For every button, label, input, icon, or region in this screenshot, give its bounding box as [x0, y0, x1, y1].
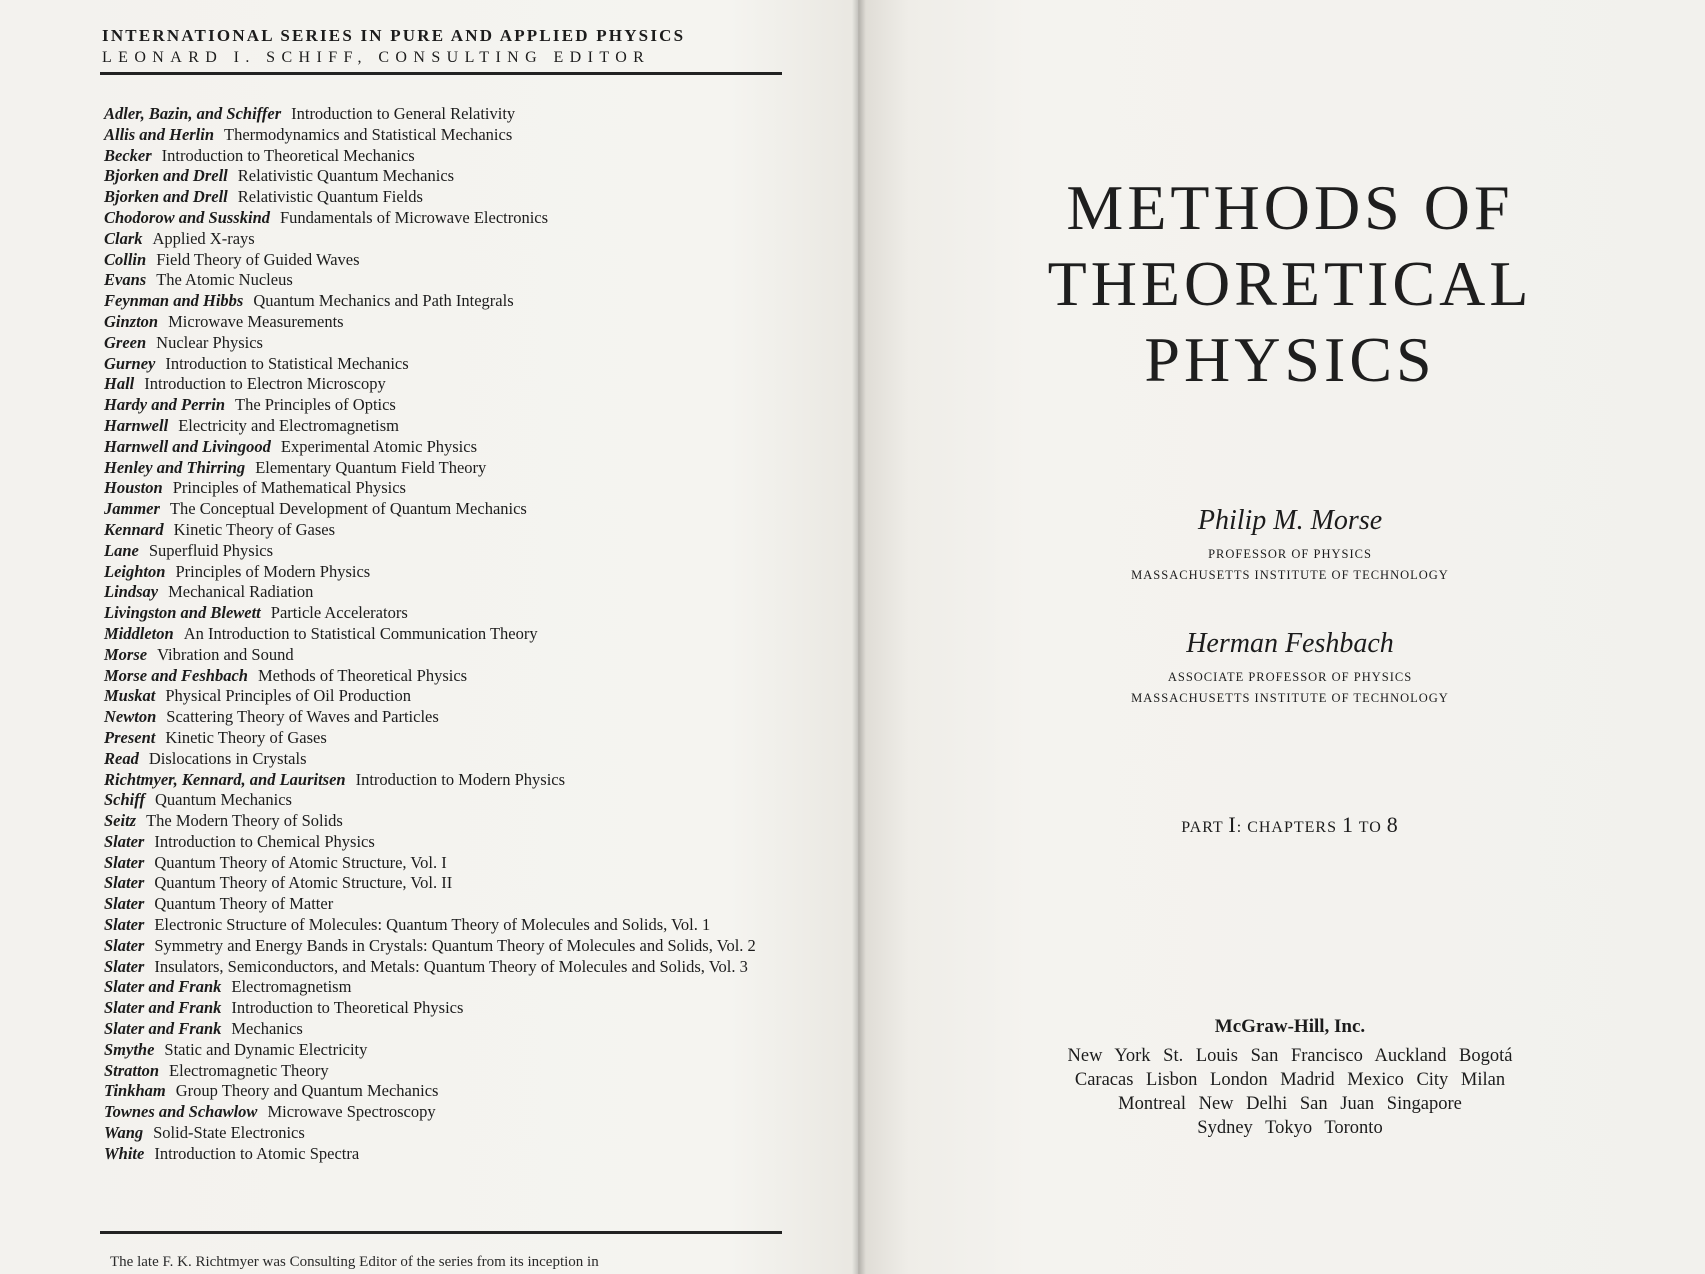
- book-author: Ginzton: [104, 311, 159, 331]
- book-entry: [104, 603, 784, 624]
- book-author: Smythe: [104, 1039, 155, 1059]
- book-entry: [104, 1102, 784, 1123]
- book-entry: [104, 437, 784, 458]
- book-author: Slater: [104, 831, 145, 851]
- book-entry: [104, 478, 784, 499]
- book-title-entry: Elementary Quantum Field Theory: [255, 457, 487, 477]
- book-entry: [104, 770, 784, 791]
- book-author: Harnwell and Livingood: [104, 436, 271, 456]
- book-title-entry: Quantum Theory of Matter: [154, 894, 334, 914]
- book-entry: [104, 208, 784, 229]
- book-title-entry: Nuclear Physics: [156, 332, 263, 352]
- book-author: Richtmyer, Kennard, and Lauritsen: [104, 769, 346, 789]
- book-entry: [104, 1123, 784, 1144]
- title-line-1: METHODS OF: [1066, 172, 1514, 243]
- part-to-word: TO: [1358, 819, 1382, 836]
- book-author: Gurney: [104, 353, 156, 373]
- book-title-entry: Experimental Atomic Physics: [280, 436, 477, 456]
- book-entry: [104, 374, 784, 395]
- top-rule: [100, 72, 782, 75]
- book-entry: [104, 728, 784, 749]
- book-author: Morse: [104, 644, 148, 664]
- book-author: Collin: [104, 249, 147, 269]
- book-title-entry: Symmetry and Energy Bands in Crystals: Quantum Theory of Molecules and Solids, Vol. 2: [154, 935, 756, 955]
- book-entry: [104, 645, 784, 666]
- author-name: Philip M. Morse: [1197, 505, 1383, 536]
- book-entry: [104, 1061, 784, 1082]
- book-title-entry: Introduction to Theoretical Physics: [231, 998, 464, 1018]
- part-prefix: PART: [1181, 819, 1224, 836]
- part-number: I: [1228, 812, 1237, 837]
- book-entry: [104, 1081, 784, 1102]
- title-line-2: THEORETICAL: [1047, 248, 1533, 319]
- book-author: Slater: [104, 915, 145, 935]
- book-entry: [104, 1019, 784, 1040]
- book-author: Slater and Frank: [104, 998, 222, 1018]
- book-author: Henley and Thirring: [104, 457, 246, 477]
- book-title-entry: Fundamentals of Microwave Electronics: [280, 207, 549, 227]
- publisher-cities: [1000, 1044, 1580, 1140]
- book-author: Read: [104, 748, 139, 768]
- book-author: White: [104, 1143, 145, 1163]
- book-entry: [104, 541, 784, 562]
- book-author: Becker: [104, 145, 152, 165]
- book-author: Morse and Feshbach: [104, 665, 248, 685]
- book-author: Slater: [104, 956, 145, 976]
- book-author: Townes and Schawlow: [104, 1102, 258, 1122]
- author-role: ASSOCIATE PROFESSOR OF PHYSICS: [1167, 670, 1413, 684]
- book-entry: [104, 707, 784, 728]
- book-title-entry: Field Theory of Guided Waves: [156, 249, 360, 269]
- book-title-entry: The Conceptual Development of Quantum Mechanics: [169, 499, 527, 519]
- book-author: Bjorken and Drell: [104, 187, 228, 207]
- book-title-entry: Introduction to General Relativity: [291, 104, 516, 123]
- series-editor: LEONARD I. SCHIFF, CONSULTING EDITOR: [102, 49, 651, 66]
- book-author: Slater and Frank: [104, 1019, 222, 1039]
- book-entry: [104, 1144, 784, 1165]
- book-title-entry: Electromagnetic Theory: [169, 1060, 329, 1080]
- book-title-entry: Mechanical Radiation: [168, 582, 314, 602]
- book-author: Chodorow and Susskind: [104, 207, 270, 227]
- book-entry: [104, 458, 784, 479]
- book-entry: [104, 416, 784, 437]
- book-entry: [104, 624, 784, 645]
- book-title-entry: Applied X-rays: [152, 228, 255, 248]
- book-title-entry: Physical Principles of Oil Production: [165, 686, 412, 706]
- author-institution: MASSACHUSETTS INSTITUTE OF TECHNOLOGY: [1131, 691, 1449, 705]
- book-title-entry: An Introduction to Statistical Communication Theory: [183, 623, 538, 643]
- book-author: Leighton: [104, 561, 166, 581]
- book-entry: [104, 894, 784, 915]
- book-author: Stratton: [104, 1060, 160, 1080]
- book-author: Seitz: [104, 811, 137, 831]
- book-title-entry: Group Theory and Quantum Mechanics: [175, 1081, 439, 1101]
- book-author: Newton: [104, 707, 157, 727]
- author-block-feshbach: [1060, 628, 1520, 706]
- part-designation: [1060, 812, 1520, 838]
- book-gutter: [852, 0, 866, 1274]
- book-title-entry: Microwave Measurements: [168, 311, 344, 331]
- book-author: Harnwell: [104, 415, 169, 435]
- book-entry: [104, 395, 784, 416]
- book-entry: [104, 187, 784, 208]
- book-entry: [104, 977, 784, 998]
- book-author: Jammer: [104, 499, 160, 519]
- author-institution: MASSACHUSETTS INSTITUTE OF TECHNOLOGY: [1131, 568, 1449, 582]
- book-author: Clark: [104, 228, 143, 248]
- book-title: [980, 170, 1600, 398]
- book-title-entry: Vibration and Sound: [157, 644, 294, 664]
- book-title-entry: Quantum Theory of Atomic Structure, Vol. II: [154, 873, 453, 893]
- book-title-entry: Electronic Structure of Molecules: Quantum Theory of Molecules and Solids, Vol. 1: [154, 915, 711, 935]
- book-author: Evans: [104, 270, 147, 290]
- book-title-entry: Principles of Modern Physics: [175, 561, 371, 581]
- book-entry: [104, 873, 784, 894]
- book-title-entry: Introduction to Modern Physics: [355, 769, 566, 789]
- book-author: Adler, Bazin, and Schiffer: [104, 104, 282, 123]
- book-title-entry: Solid-State Electronics: [153, 1123, 305, 1143]
- book-entry: [104, 270, 784, 291]
- cities-line: Caracas Lisbon London Madrid Mexico City Milan: [1074, 1070, 1506, 1090]
- book-entry: [104, 1040, 784, 1061]
- book-title-entry: The Atomic Nucleus: [156, 270, 293, 290]
- book-author: Livingston and Blewett: [104, 603, 261, 623]
- book-author: Slater: [104, 852, 145, 872]
- book-entry: [104, 998, 784, 1019]
- book-author: Muskat: [104, 686, 156, 706]
- book-entry: [104, 686, 784, 707]
- book-title-entry: The Modern Theory of Solids: [146, 811, 343, 831]
- book-author: Slater: [104, 873, 145, 893]
- book-author: Schiff: [104, 790, 145, 810]
- part-chapters-label: : CHAPTERS: [1236, 819, 1337, 836]
- book-title-entry: Relativistic Quantum Mechanics: [237, 166, 455, 186]
- book-title-entry: Methods of Theoretical Physics: [257, 665, 468, 685]
- book-title-entry: Scattering Theory of Waves and Particles: [166, 707, 439, 727]
- book-author: Middleton: [104, 623, 174, 643]
- part-chapter-to: 8: [1386, 812, 1399, 837]
- book-title-entry: Electromagnetism: [231, 977, 352, 997]
- book-author: Slater and Frank: [104, 977, 222, 997]
- book-entry: [104, 666, 784, 687]
- book-title-entry: Principles of Mathematical Physics: [172, 478, 406, 498]
- book-entry: [104, 333, 784, 354]
- book-entry: [104, 312, 784, 333]
- series-header: [102, 26, 780, 67]
- title-line-3: PHYSICS: [1144, 324, 1436, 395]
- book-title-entry: Introduction to Theoretical Mechanics: [161, 145, 415, 165]
- book-entry: [104, 749, 784, 770]
- author-block-morse: [1060, 505, 1520, 583]
- book-title-entry: Quantum Mechanics: [154, 790, 292, 810]
- book-entry: [104, 832, 784, 853]
- book-entry: [104, 354, 784, 375]
- book-author: Present: [104, 727, 156, 747]
- footnote: The late F. K. Richtmyer was Consulting Editor of the series from its inception in: [110, 1254, 599, 1270]
- book-author: Houston: [104, 478, 163, 498]
- series-book-list: [104, 104, 784, 1165]
- cities-line: New York St. Louis San Francisco Auckland Bogotá: [1067, 1046, 1513, 1066]
- book-title-entry: Introduction to Atomic Spectra: [154, 1143, 360, 1163]
- book-title-entry: Relativistic Quantum Fields: [237, 187, 423, 207]
- book-author: Green: [104, 332, 147, 352]
- book-title-entry: Electricity and Electromagnetism: [178, 415, 400, 435]
- book-title-entry: Superfluid Physics: [148, 540, 274, 560]
- book-author: Hardy and Perrin: [104, 395, 226, 415]
- book-entry: [104, 146, 784, 167]
- book-author: Tinkham: [104, 1081, 166, 1101]
- book-title-entry: Introduction to Electron Microscopy: [144, 374, 386, 394]
- book-entry: [104, 499, 784, 520]
- book-title-entry: Quantum Mechanics and Path Integrals: [253, 291, 514, 311]
- author-role: PROFESSOR OF PHYSICS: [1208, 547, 1372, 561]
- book-entry: [104, 291, 784, 312]
- book-entry: [104, 936, 784, 957]
- book-author: Lane: [104, 540, 139, 560]
- book-title-entry: Mechanics: [231, 1019, 303, 1039]
- book-title-entry: Quantum Theory of Atomic Structure, Vol. I: [154, 852, 447, 872]
- bottom-rule: [100, 1231, 782, 1234]
- book-entry: [104, 104, 784, 125]
- cities-line: Montreal New Delhi San Juan Singapore: [1118, 1094, 1462, 1114]
- book-title-entry: Static and Dynamic Electricity: [164, 1039, 368, 1059]
- book-author: Kennard: [104, 519, 164, 539]
- book-entry: [104, 811, 784, 832]
- book-title-entry: Introduction to Statistical Mechanics: [165, 353, 409, 373]
- book-entry: [104, 957, 784, 978]
- book-entry: [104, 790, 784, 811]
- book-entry: [104, 125, 784, 146]
- book-entry: [104, 229, 784, 250]
- part-chapter-from: 1: [1342, 812, 1354, 837]
- book-title-entry: Kinetic Theory of Gases: [165, 727, 327, 747]
- book-entry: [104, 166, 784, 187]
- book-author: Bjorken and Drell: [104, 166, 228, 186]
- book-entry: [104, 250, 784, 271]
- book-author: Slater: [104, 935, 145, 955]
- cities-line: Sydney Tokyo Toronto: [1197, 1118, 1383, 1138]
- book-entry: [104, 562, 784, 583]
- book-title-entry: Dislocations in Crystals: [148, 748, 307, 768]
- series-title: INTERNATIONAL SERIES IN PURE AND APPLIED PHYSICS: [102, 26, 686, 45]
- publisher-name: McGraw-Hill, Inc.: [1214, 1016, 1366, 1037]
- book-title-entry: Microwave Spectroscopy: [267, 1102, 436, 1122]
- book-title-entry: Kinetic Theory of Gases: [173, 519, 336, 539]
- book-author: Allis and Herlin: [104, 124, 215, 144]
- book-title-entry: Introduction to Chemical Physics: [154, 831, 375, 851]
- book-title-entry: Particle Accelerators: [270, 603, 408, 623]
- book-author: Hall: [104, 374, 135, 394]
- author-name: Herman Feshbach: [1186, 628, 1394, 659]
- book-title-entry: Insulators, Semiconductors, and Metals: Quantum Theory of Molecules and Solids, Vol. 3: [154, 956, 748, 976]
- book-author: Feynman and Hibbs: [104, 291, 244, 311]
- book-author: Wang: [104, 1123, 144, 1143]
- book-title-entry: Thermodynamics and Statistical Mechanics: [224, 124, 513, 144]
- book-author: Slater: [104, 894, 145, 914]
- book-author: Lindsay: [104, 582, 159, 602]
- book-entry: [104, 853, 784, 874]
- book-entry: [104, 582, 784, 603]
- book-entry: [104, 915, 784, 936]
- book-title-entry: The Principles of Optics: [235, 395, 396, 415]
- book-entry: [104, 520, 784, 541]
